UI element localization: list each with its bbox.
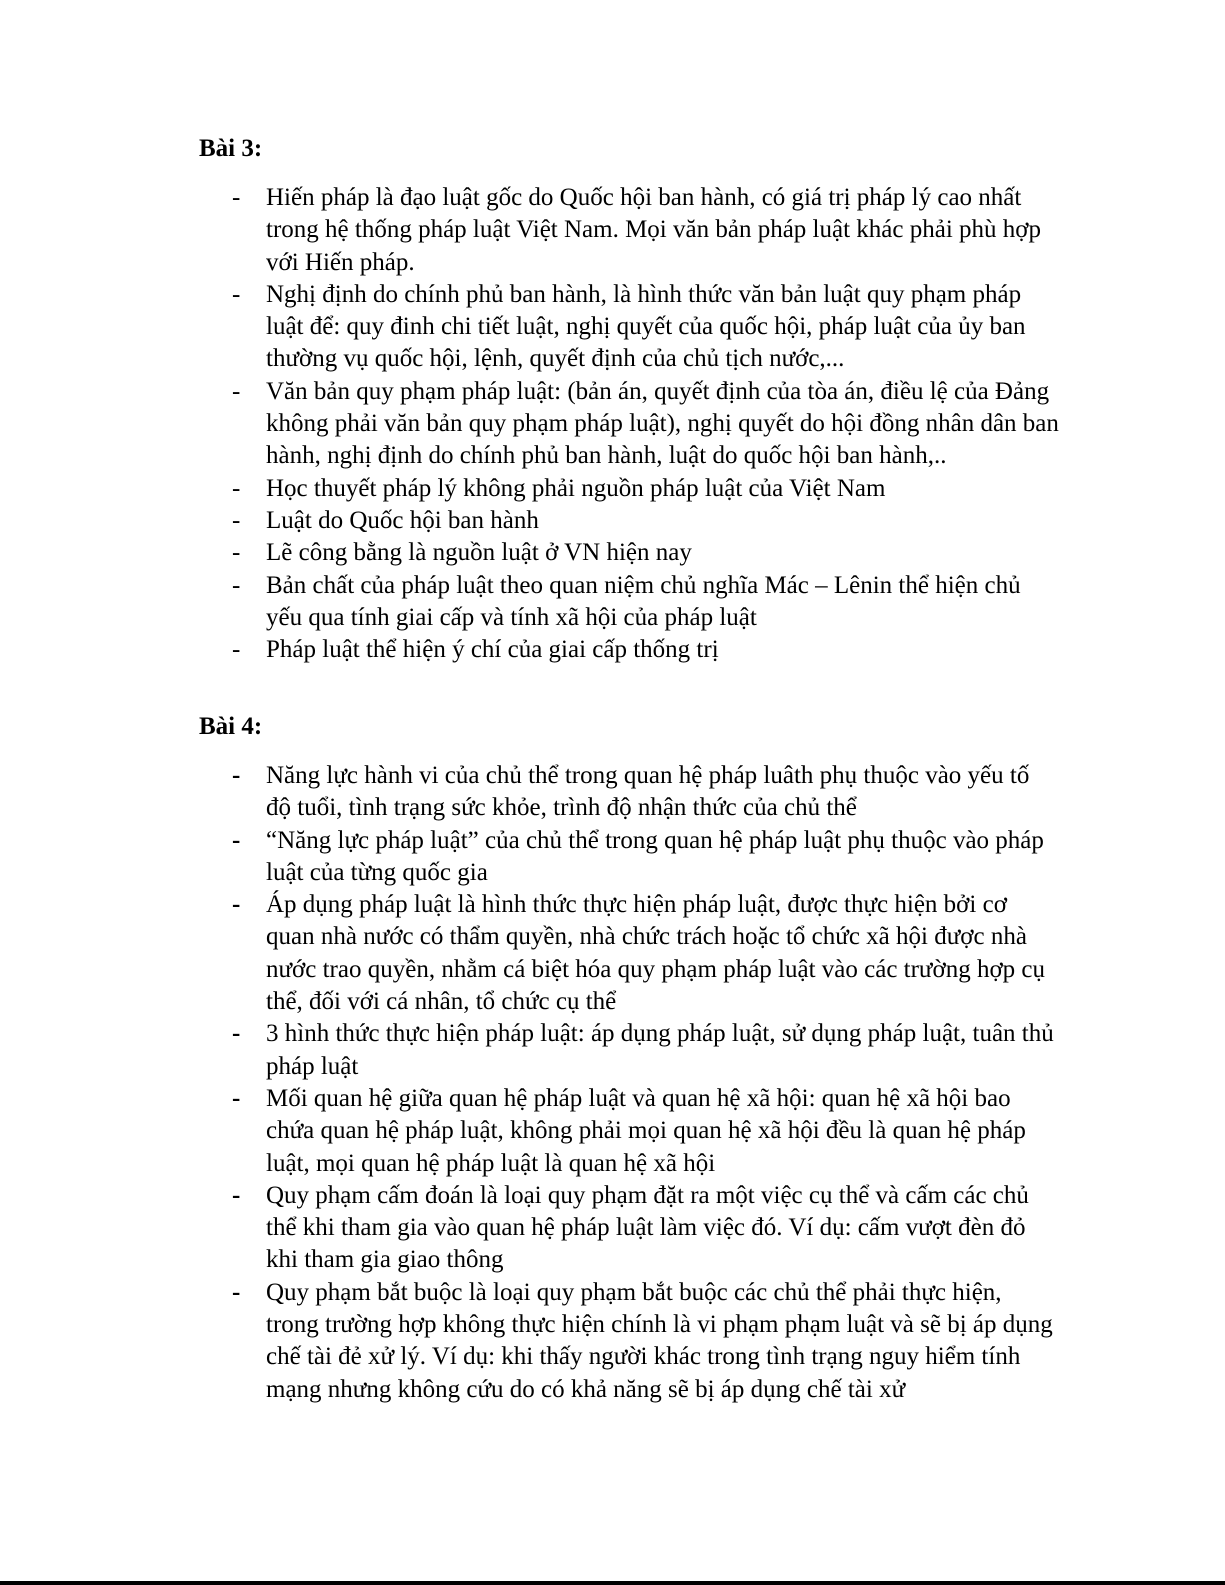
list-item-text: Luật do Quốc hội ban hành xyxy=(266,506,539,534)
list-item-text: Pháp luật thể hiện ý chí của giai cấp thống trị xyxy=(266,636,719,664)
list-item xyxy=(199,1180,1059,1277)
list-item-text: Nghị định do chính phủ ban hành, là hình thức văn bản luật quy phạm pháp luật để: quy đinh chi tiết luật, nghị quyết của quốc hội, pháp luật của ủy ban thường vụ quốc hội, lệnh, quyết định của chủ tịch nước,... xyxy=(266,280,1026,373)
list-item xyxy=(199,279,1059,376)
list-item-text: “Năng lực pháp luật” của chủ thể trong quan hệ pháp luật phụ thuộc vào pháp luật của từng quốc gia xyxy=(266,826,1044,886)
list-item-text: Áp dụng pháp luật là hình thức thực hiện pháp luật, được thực hiện bởi cơ quan nhà nước có thẩm quyền, nhà chức trách hoặc tổ chức xã hội được nhà nước trao quyền, nhằm cá biệt hóa quy phạm pháp luật vào các trường hợp cụ thể, đối với cá nhân, tổ chức cụ thể xyxy=(266,891,1046,1016)
list-item xyxy=(199,505,1059,537)
bullet-dash: - xyxy=(232,1181,241,1209)
list-item xyxy=(199,376,1059,473)
bullet-dash: - xyxy=(232,539,241,567)
list-item xyxy=(199,1018,1059,1083)
bullet-dash: - xyxy=(232,826,241,854)
bullet-dash: - xyxy=(232,184,241,211)
bullet-dash: - xyxy=(232,891,241,919)
bullet-dash: - xyxy=(232,762,241,789)
list-item xyxy=(199,634,1059,666)
bullet-dash: - xyxy=(232,506,241,534)
bullet-dash: - xyxy=(232,1278,241,1306)
list-item-text: Quy phạm cấm đoán là loại quy phạm đặt ra một việc cụ thể và cấm các chủ thể khi tham gia vào quan hệ pháp luật làm việc đó. Ví dụ: cấm vượt đèn đỏ khi tham gia giao thông xyxy=(266,1181,1029,1274)
bullet-dash: - xyxy=(232,1020,241,1048)
list-item xyxy=(199,182,1059,279)
bullet-dash: - xyxy=(232,280,241,308)
bullet-dash: - xyxy=(232,571,241,599)
list-item xyxy=(199,889,1059,1018)
list-item-text: Hiến pháp là đạo luật gốc do Quốc hội ban hành, có giá trị pháp lý cao nhất trong hệ thống pháp luật Việt Nam. Mọi văn bản pháp luật khác phải phù hợp với Hiến pháp. xyxy=(266,184,1041,276)
list-item-text: Học thuyết pháp lý không phải nguồn pháp luật của Việt Nam xyxy=(266,474,886,502)
list-item xyxy=(199,825,1059,890)
list-item-text: Bản chất của pháp luật theo quan niệm chủ nghĩa Mác – Lênin thể hiện chủ yếu qua tính giai cấp và tính xã hội của pháp luật xyxy=(266,571,1021,631)
list-item-text: Mối quan hệ giữa quan hệ pháp luật và quan hệ xã hội: quan hệ xã hội bao chứa quan hệ pháp luật, không phải mọi quan hệ xã hội đều là quan hệ pháp luật, mọi quan hệ pháp luật là quan hệ xã hội xyxy=(266,1084,1026,1177)
bullet-list-bai-3 xyxy=(199,182,1059,666)
list-item-text: Năng lực hành vi của chủ thể trong quan hệ pháp luâth phụ thuộc vào yếu tố độ tuổi, tình trạng sức khỏe, trình độ nhận thức của chủ thể xyxy=(266,762,1030,822)
list-item xyxy=(199,537,1059,569)
list-item-text: Lẽ công bằng là nguồn luật ở VN hiện nay xyxy=(266,539,692,567)
section-title-bai-4: Bài 4: xyxy=(199,713,263,740)
bullet-dash: - xyxy=(232,636,241,664)
list-item-text: Văn bản quy phạm pháp luật: (bản án, quyết định của tòa án, điều lệ của Đảng không phải văn bản quy phạm pháp luật), nghị quyết do hội đồng nhân dân ban hành, nghị định do chính phủ ban hành, luật do quốc hội ban hành,.. xyxy=(266,377,1059,470)
list-item xyxy=(199,473,1059,505)
list-item xyxy=(199,1277,1059,1406)
bullet-dash: - xyxy=(232,474,241,502)
list-item-text: 3 hình thức thực hiện pháp luật: áp dụng pháp luật, sử dụng pháp luật, tuân thủ pháp luật xyxy=(266,1020,1054,1080)
bullet-list-bai-4 xyxy=(199,760,1059,1406)
section-title-bai-3: Bài 3: xyxy=(199,135,263,162)
page-bottom-edge xyxy=(0,1581,1225,1585)
list-item xyxy=(199,1083,1059,1180)
bullet-dash: - xyxy=(232,377,241,405)
list-item xyxy=(199,760,1059,825)
bullet-dash: - xyxy=(232,1084,241,1112)
list-item-text: Quy phạm bắt buộc là loại quy phạm bắt buộc các chủ thể phải thực hiện, trong trường hợp không thực hiện chính là vi phạm phạm luật và sẽ bị áp dụng chế tài đẻ xử lý. Ví dụ: khi thấy người khác trong tình trạng nguy hiểm tính mạng nhưng không cứu do có khả năng sẽ bị áp dụng chế tài xử xyxy=(266,1278,1053,1403)
list-item xyxy=(199,570,1059,635)
